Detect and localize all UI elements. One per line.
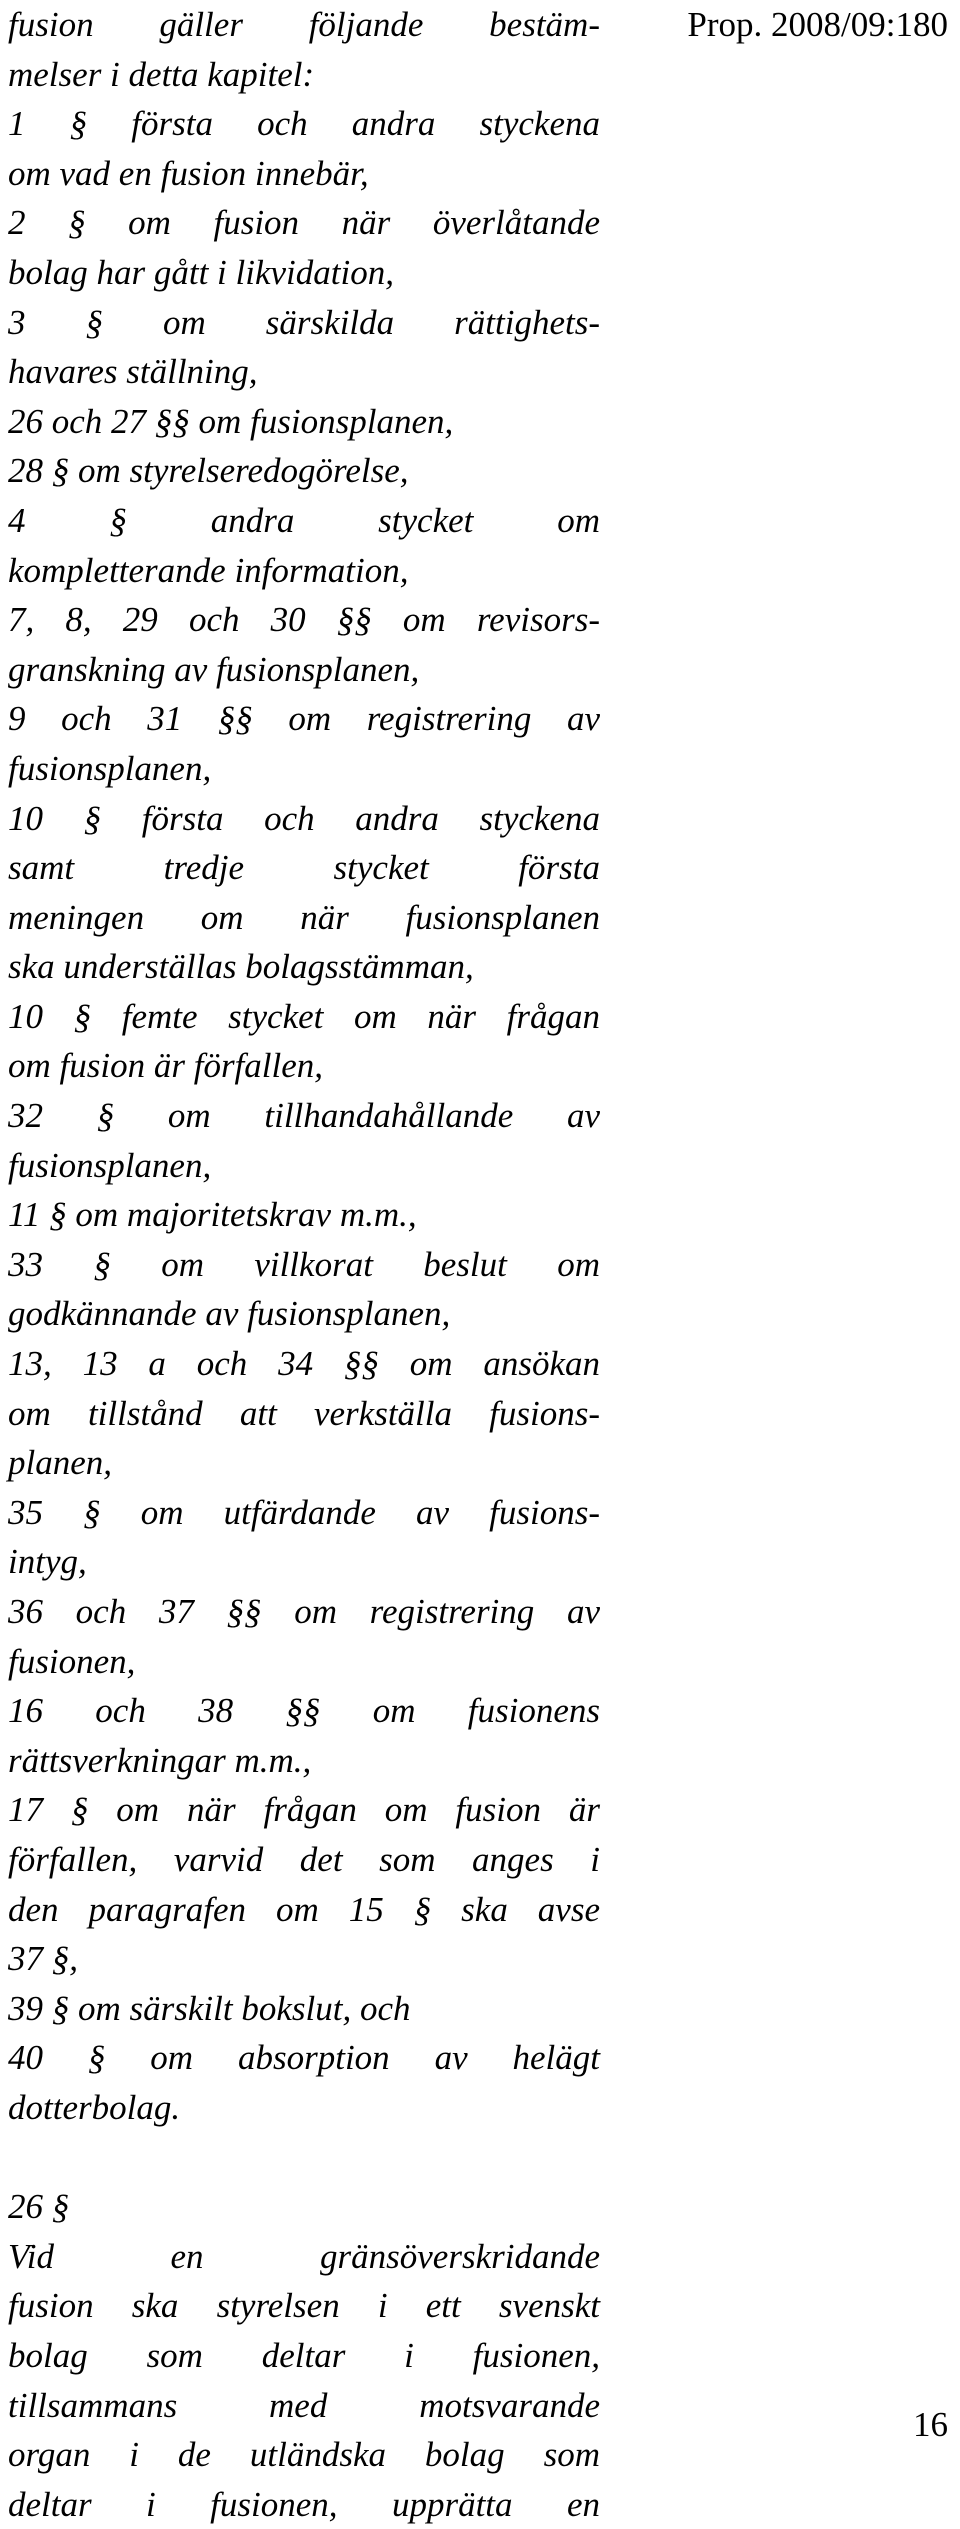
text-line: 40 § om absorption av helägt <box>8 2038 600 2078</box>
text-line: fusionsplanen, <box>8 748 212 788</box>
text-line: planen, <box>8 1443 113 1483</box>
text-line: fusion ska styrelsen i ett svenskt <box>8 2286 600 2326</box>
text-line: 10 § första och andra styckena <box>8 798 600 838</box>
text-line: om vad en fusion innebär, <box>8 153 369 193</box>
section-paragraph <box>8 2232 600 2529</box>
text-line: bolag som deltar i fusionen, <box>8 2335 600 2375</box>
text-line: förfallen, varvid det som anges i <box>8 1839 600 1879</box>
text-line: 13, 13 a och 34 §§ om ansökan <box>8 1344 600 1384</box>
text-line: ska underställas bolagsstämman, <box>8 947 474 987</box>
text-line: fusionen, <box>8 1641 136 1681</box>
text-line: 9 och 31 §§ om registrering av <box>8 699 600 739</box>
page-number: 16 <box>913 2405 948 2444</box>
text-line: rättsverkningar m.m., <box>8 1740 312 1780</box>
document-reference: Prop. 2008/09:180 <box>687 5 948 44</box>
text-line: 2 § om fusion när överlåtande <box>8 203 600 243</box>
text-line: dotterbolag. <box>8 2087 181 2127</box>
text-line: 35 § om utfärdande av fusions- <box>8 1492 600 1532</box>
provision-list <box>8 0 600 2133</box>
text-line: 37 §, <box>8 1939 78 1979</box>
text-line: om fusion är förfallen, <box>8 1046 324 1086</box>
text-line: 11 § om majoritetskrav m.m., <box>8 1195 417 1235</box>
text-line: 4 § andra stycket om <box>8 500 600 540</box>
text-line: intyg, <box>8 1542 87 1582</box>
text-line: 1 § första och andra styckena <box>8 104 600 144</box>
text-line: melser i detta kapitel: <box>8 54 315 94</box>
text-line: deltar i fusionen, upprätta en <box>8 2484 600 2524</box>
text-line: 17 § om när frågan om fusion är <box>8 1790 600 1830</box>
text-line: om tillstånd att verkställa fusions- <box>8 1393 600 1433</box>
text-line: 28 § om styrelseredogörelse, <box>8 451 409 491</box>
text-line: bolag har gått i likvidation, <box>8 252 394 292</box>
text-line: 39 § om särskilt bokslut, och <box>8 1988 411 2028</box>
text-line: 10 § femte stycket om när frågan <box>8 996 600 1036</box>
section-heading: 26 § <box>8 2187 70 2227</box>
text-line: den paragrafen om 15 § ska avse <box>8 1889 600 1929</box>
text-line: 7, 8, 29 och 30 §§ om revisors- <box>8 600 600 640</box>
text-line: meningen om när fusionsplanen <box>8 897 600 937</box>
text-line: 33 § om villkorat beslut om <box>8 1244 600 1284</box>
text-line: 36 och 37 §§ om registrering av <box>8 1592 600 1631</box>
text-line: havares ställning, <box>8 352 258 392</box>
text-line: granskning av fusionsplanen, <box>8 649 420 689</box>
text-line: godkännande av fusionsplanen, <box>8 1294 451 1334</box>
text-line: Vid en gränsöverskridande <box>8 2236 600 2276</box>
spacer <box>8 2133 600 2183</box>
text-line: 3 § om särskilda rättighets- <box>8 302 600 342</box>
text-line: samt tredje stycket första <box>8 848 600 888</box>
body-text <box>8 0 600 2529</box>
text-line: fusionsplanen, <box>8 1145 212 1185</box>
text-line: 26 och 27 §§ om fusionsplanen, <box>8 401 454 441</box>
text-line: 32 § om tillhandahållande av <box>8 1096 600 1136</box>
text-line: kompletterande information, <box>8 550 409 590</box>
text-line: tillsammans med motsvarande <box>8 2385 600 2425</box>
text-line: fusion gäller följande bestäm- <box>8 5 600 44</box>
text-line: 16 och 38 §§ om fusionens <box>8 1691 600 1731</box>
text-line: organ i de utländska bolag som <box>8 2435 600 2475</box>
